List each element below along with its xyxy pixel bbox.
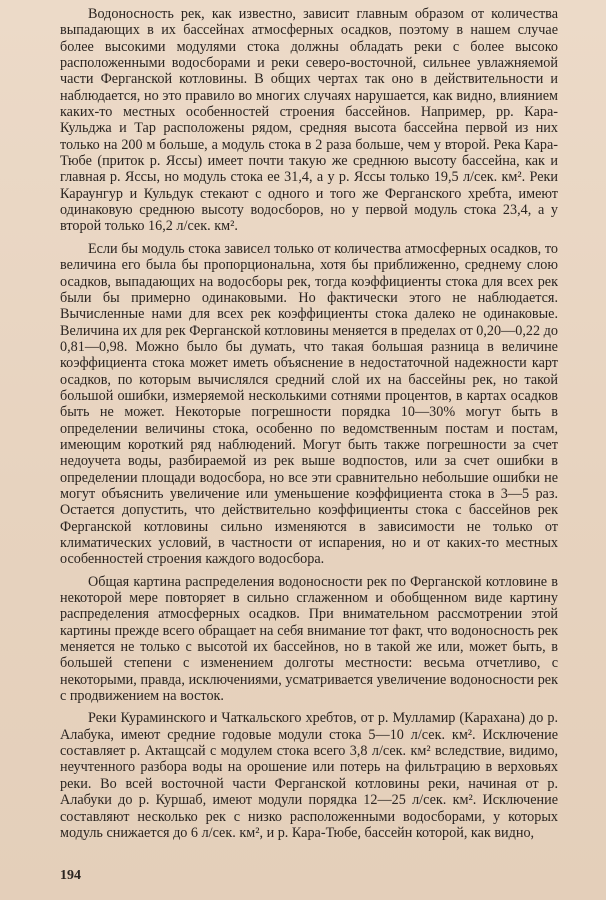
paragraph-4: Реки Кураминского и Чаткальского хребтов, от р. Мулламир (Карахана) до р. Алабука, имеют средние годовые модули стока 5—10 л/сек. км². Исключение составляет р. Актащсай с модулем стока всего 3,8 л/сек. км² вследствие, видимо, неучтенного разбора воды на орошение или потерь на фильтрацию в верховьях реки. Во всей восточной части Ферганской котловины реки, начиная от р. Алабуки до р. Куршаб, имеют модули порядка 12—25 л/сек. км². Исключение составляют несколько рек с низко расположенными водосборами, у которых модуль снижается до 6 л/сек. км², и р. Кара-Тюбе, бассейн которой, как видно, [60, 710, 558, 841]
paragraph-3: Общая картина распределения водоносности рек по Ферганской котловине в некоторой мере повторяет в сильно сглаженном и обобщенном виде картину распределения атмосферных осадков. При внимательном рассмотрении этой картины прежде всего обращает на себя внимание тот факт, что водоносность рек меняется не только с высотой их бассейнов, но в такой же или, может быть, в большей степени с изменением долготы местности: весьма отчетливо, с некоторыми, правда, исключениями, усматривается увеличение водоносности рек с продвижением на восток. [60, 573, 558, 705]
paragraph-1: Водоносность рек, как известно, зависит главным образом от количества выпадающих в их бассейнах атмосферных осадков, поэтому в нашем случае более высокими модулями стока должны обладать реки с более высоко расположенными водосборами и реки северо-восточной, сильнее увлажняемой части Ферганской котловины. В общих чертах так оно в действительности и наблюдается, но это правило во многих случаях нарушается, как видно, влиянием каких-то местных особенностей строения бассейнов. Например, рр. Кара-Кульджа и Тар расположены рядом, средняя высота бассейна первой из них только на 200 м больше, а модуль стока в 2 раза больше, чем у второй. Река Кара-Тюбе (приток р. Яссы) имеет почти такую же среднюю высоту бассейна, как и главная р. Яссы, но модуль стока ее 31,4, а у р. Яссы только 19,5 л/сек. км². Реки Караунгур и Кульдук стекают с одного и того же Ферганского хребта, имеют одинаковую среднюю высоту водосборов, но у первой модуль стока 23,4, а у второй только 16,2 л/сек. км². [60, 6, 558, 235]
paragraph-2: Если бы модуль стока зависел только от количества атмосферных осадков, то величина его была бы пропорциональна, хотя бы приближенно, среднему слою осадков, выпадающих на водосборы рек, тогда коэффициенты стока для всех рек были бы примерно одинаковыми. Но фактически этого не наблюдается. Вычисленные нами для всех рек коэффициенты стока далеко не одинаковые. Величина их для рек Ферганской котловины меняется в пределах от 0,20—0,22 до 0,81—0,98. Можно было бы думать, что такая большая разница в величине коэффициента стока может иметь объяснение в недостаточной надежности карт осадков, по которым вычислялся средний слой их на бассейны рек, но такой большой ошибки, измеряемой несколькими сотнями процентов, в картах осадков быть не может. Некоторые погрешности порядка 10—30% могут быть в определении величины стока, особенно по ведомственным постам и постам, имеющим короткий ряд наблюдений. Могут быть также погрешности за счет недоучета воды, разбираемой из рек выше водпостов, или за счет ошибки в определении площади водосбора, но все эти сравнительно небольшие ошибки не могут объяснить увеличение или уменьшение коэффициента стока в 3—5 раз. Остается допустить, что действительно коэффициенты стока с бассейнов рек Ферганской котловины сильно изменяются в зависимости не только от климатических условий, в частности от испарения, но и от каких-то местных особенностей строения каждого водосбора. [60, 240, 558, 568]
page-number: 194 [60, 868, 81, 883]
